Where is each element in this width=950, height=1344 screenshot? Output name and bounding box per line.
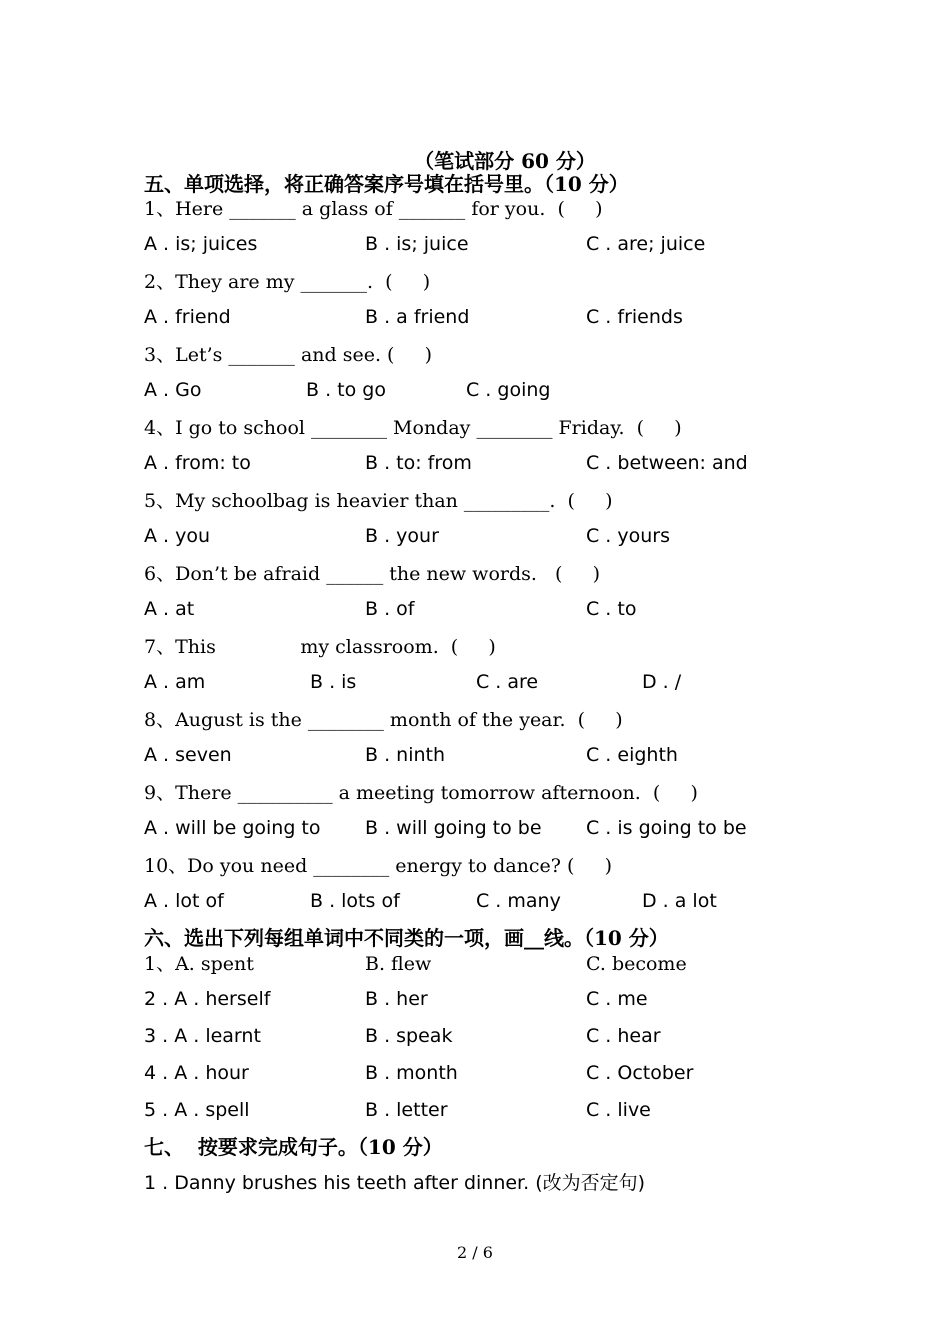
word-group-5 (144, 1098, 844, 1122)
word-option-b: B . month (365, 1062, 458, 1084)
option-b: B . your (365, 525, 439, 547)
word-option-c: C . hear (586, 1025, 661, 1047)
word-group-1 (144, 952, 844, 976)
question-9: 9、There __________ a meeting tomorrow afternoon. ( ) (144, 782, 698, 804)
question-3-options (144, 378, 844, 402)
word-option-a: 5 . A . spell (144, 1099, 250, 1121)
option-d: D . / (642, 671, 682, 693)
option-c: C . between: and (586, 452, 748, 474)
page-number: 2 / 6 (457, 1243, 493, 1262)
question-4: 4、I go to school ________ Monday ________ Friday. ( ) (144, 417, 682, 439)
option-a: A . Go (144, 379, 202, 401)
question-6: 6、Don’t be afraid ______ the new words. ( ) (144, 563, 601, 585)
question-9-options (144, 816, 844, 840)
option-a: A . seven (144, 744, 232, 766)
option-c: C . many (476, 890, 561, 912)
option-c: C . are; juice (586, 233, 706, 255)
option-a: A . will be going to (144, 817, 321, 839)
question-2-options (144, 305, 844, 329)
option-c: C . friends (586, 306, 683, 328)
question-8: 8、August is the ________ month of the year. ( ) (144, 709, 623, 731)
option-c: C . eighth (586, 744, 678, 766)
option-b: B . to: from (365, 452, 472, 474)
question-2: 2、They are my _______. ( ) (144, 271, 431, 293)
sentence-task-1: 1 . Danny brushes his teeth after dinner. (改为否定句) (144, 1172, 646, 1194)
option-c: C . yours (586, 525, 671, 547)
question-5-options (144, 524, 844, 548)
word-option-b: B . speak (365, 1025, 453, 1047)
option-c: C . to (586, 598, 637, 620)
option-a: A . lot of (144, 890, 224, 912)
option-b: B . to go (306, 379, 386, 401)
option-c: C . are (476, 671, 539, 693)
word-option-a: 3 . A . learnt (144, 1025, 261, 1047)
page-title: （笔试部分 60 分） (414, 149, 596, 173)
question-1: 1、Here _______ a glass of _______ for you. ( ) (144, 198, 603, 220)
section-5-heading: 五、单项选择，将正确答案序号填在括号里。（10 分） (144, 172, 629, 196)
option-b: B . will going to be (365, 817, 542, 839)
word-option-c: C . live (586, 1099, 651, 1121)
word-group-4 (144, 1061, 844, 1085)
question-4-options (144, 451, 844, 475)
word-option-a: 2 . A . herself (144, 988, 271, 1010)
word-option-a: 1、A. spent (144, 953, 254, 975)
option-a: A . is; juices (144, 233, 258, 255)
question-7-options (144, 670, 844, 694)
word-option-b: B . letter (365, 1099, 448, 1121)
option-a: A . at (144, 598, 195, 620)
word-option-b: B. flew (365, 953, 432, 975)
option-a: A . you (144, 525, 211, 547)
word-option-c: C . October (586, 1062, 694, 1084)
option-a: A . friend (144, 306, 231, 328)
option-b: B . lots of (310, 890, 400, 912)
word-option-a: 4 . A . hour (144, 1062, 249, 1084)
option-b: B . ninth (365, 744, 446, 766)
question-6-options (144, 597, 844, 621)
option-c: C . is going to be (586, 817, 747, 839)
question-7: 7、This my classroom. ( ) (144, 636, 496, 658)
option-b: B . of (365, 598, 415, 620)
question-1-options (144, 232, 844, 256)
question-8-options (144, 743, 844, 767)
word-group-3 (144, 1024, 844, 1048)
section-7-heading: 七、 按要求完成句子。（10 分） (144, 1135, 443, 1159)
question-3: 3、Let’s _______ and see. ( ) (144, 344, 433, 366)
word-group-2 (144, 987, 844, 1011)
section-6-heading: 六、选出下列每组单词中不同类的一项，画__线。（10 分） (144, 926, 669, 950)
word-option-b: B . her (365, 988, 428, 1010)
question-10: 10、Do you need ________ energy to dance? ( ) (144, 855, 613, 877)
option-a: A . am (144, 671, 206, 693)
option-b: B . is; juice (365, 233, 469, 255)
option-c: C . going (466, 379, 551, 401)
option-b: B . is (310, 671, 357, 693)
question-5: 5、My schoolbag is heavier than _________. ( ) (144, 490, 613, 512)
word-option-c: C. become (586, 953, 687, 975)
option-d: D . a lot (642, 890, 717, 912)
option-b: B . a friend (365, 306, 470, 328)
option-a: A . from: to (144, 452, 251, 474)
question-10-options (144, 889, 844, 913)
word-option-c: C . me (586, 988, 648, 1010)
